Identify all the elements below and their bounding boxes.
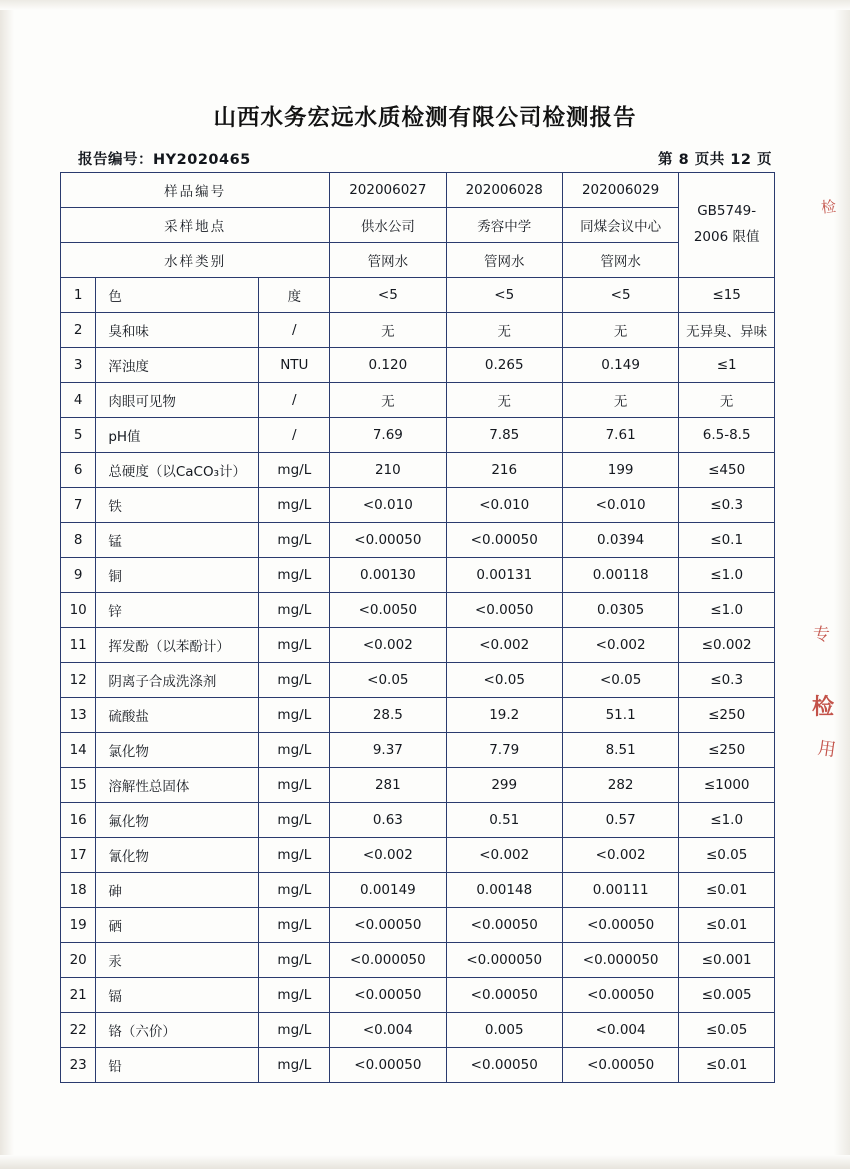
table-row	[61, 733, 775, 768]
row-value-sample-3: 0.0394	[562, 523, 678, 558]
row-unit: mg/L	[259, 558, 330, 593]
table-header-row-sample-id	[61, 173, 775, 208]
water-type-2: 管网水	[446, 243, 562, 278]
row-standard-limit: 无	[679, 383, 775, 418]
row-unit: /	[259, 313, 330, 348]
row-value-sample-3: 0.00118	[562, 558, 678, 593]
header-label-sample-id: 样品编号	[61, 173, 330, 208]
location-2: 秀容中学	[446, 208, 562, 243]
row-index: 3	[61, 348, 96, 383]
row-value-sample-1: 210	[330, 453, 446, 488]
row-value-sample-2: 216	[446, 453, 562, 488]
row-index: 5	[61, 418, 96, 453]
row-standard-limit: ≤0.01	[679, 1048, 775, 1083]
row-item-name: 氯化物	[96, 733, 259, 768]
row-index: 15	[61, 768, 96, 803]
row-value-sample-1: <0.000050	[330, 943, 446, 978]
table-row	[61, 803, 775, 838]
row-index: 10	[61, 593, 96, 628]
table-row	[61, 1013, 775, 1048]
row-index: 7	[61, 488, 96, 523]
table-row	[61, 383, 775, 418]
row-standard-limit: ≤0.005	[679, 978, 775, 1013]
row-value-sample-1: <0.002	[330, 838, 446, 873]
row-unit: mg/L	[259, 628, 330, 663]
row-item-name: pH值	[96, 418, 259, 453]
scan-edge-top	[0, 0, 850, 10]
row-index: 18	[61, 873, 96, 908]
row-unit: mg/L	[259, 663, 330, 698]
scan-edge-bottom	[0, 1155, 850, 1169]
table-row	[61, 593, 775, 628]
row-standard-limit: 6.5-8.5	[679, 418, 775, 453]
table-row	[61, 873, 775, 908]
row-value-sample-3: 199	[562, 453, 678, 488]
row-value-sample-3: 51.1	[562, 698, 678, 733]
row-value-sample-3: 0.00111	[562, 873, 678, 908]
row-value-sample-2: <0.0050	[446, 593, 562, 628]
table-row	[61, 978, 775, 1013]
row-unit: mg/L	[259, 978, 330, 1013]
row-item-name: 硫酸盐	[96, 698, 259, 733]
row-value-sample-2: 无	[446, 313, 562, 348]
row-value-sample-3: <0.00050	[562, 978, 678, 1013]
row-value-sample-3: <0.002	[562, 628, 678, 663]
row-standard-limit: ≤250	[679, 698, 775, 733]
row-value-sample-2: 299	[446, 768, 562, 803]
standard-line-1: GB5749-	[697, 203, 757, 220]
row-unit: mg/L	[259, 523, 330, 558]
row-value-sample-1: 0.63	[330, 803, 446, 838]
row-item-name: 锰	[96, 523, 259, 558]
table-header-row-location	[61, 208, 775, 243]
row-value-sample-1: 28.5	[330, 698, 446, 733]
row-item-name: 氰化物	[96, 838, 259, 873]
row-value-sample-2: 0.00148	[446, 873, 562, 908]
row-value-sample-3: <0.004	[562, 1013, 678, 1048]
row-value-sample-1: 0.00130	[330, 558, 446, 593]
standard-line-2: 2006 限值	[693, 229, 760, 245]
row-index: 2	[61, 313, 96, 348]
row-value-sample-3: <0.002	[562, 838, 678, 873]
row-index: 12	[61, 663, 96, 698]
row-standard-limit: ≤0.002	[679, 628, 775, 663]
row-value-sample-2: <0.002	[446, 628, 562, 663]
row-value-sample-2: 0.005	[446, 1013, 562, 1048]
row-index: 19	[61, 908, 96, 943]
row-value-sample-1: <0.0050	[330, 593, 446, 628]
row-value-sample-3: <0.00050	[562, 908, 678, 943]
row-standard-limit: ≤450	[679, 453, 775, 488]
row-value-sample-3: <5	[562, 278, 678, 313]
table-row	[61, 943, 775, 978]
row-unit: mg/L	[259, 453, 330, 488]
row-standard-limit: ≤250	[679, 733, 775, 768]
table-row	[61, 348, 775, 383]
row-standard-limit: ≤0.01	[679, 873, 775, 908]
row-value-sample-2: <0.00050	[446, 908, 562, 943]
row-value-sample-2: 0.265	[446, 348, 562, 383]
row-item-name: 铬（六价）	[96, 1013, 259, 1048]
row-item-name: 溶解性总固体	[96, 768, 259, 803]
stamp-fragment-1: 检	[820, 197, 837, 217]
scan-edge-right	[834, 0, 850, 1169]
table-header-row-water-type	[61, 243, 775, 278]
table-row	[61, 313, 775, 348]
header-label-water-type: 水样类别	[61, 243, 330, 278]
table-row	[61, 418, 775, 453]
row-index: 6	[61, 453, 96, 488]
row-value-sample-2: 7.85	[446, 418, 562, 453]
row-standard-limit: ≤1.0	[679, 803, 775, 838]
row-unit: mg/L	[259, 768, 330, 803]
stamp-fragment-4: 用	[816, 737, 838, 762]
row-value-sample-1: <0.00050	[330, 908, 446, 943]
sample-id-2: 202006028	[446, 173, 562, 208]
row-item-name: 总硬度（以CaCO₃计）	[96, 453, 259, 488]
row-value-sample-2: <0.00050	[446, 523, 562, 558]
row-value-sample-3: 无	[562, 383, 678, 418]
row-index: 13	[61, 698, 96, 733]
row-standard-limit: 无异臭、异味	[679, 313, 775, 348]
row-item-name: 臭和味	[96, 313, 259, 348]
row-value-sample-2: <0.000050	[446, 943, 562, 978]
row-item-name: 铜	[96, 558, 259, 593]
row-unit: mg/L	[259, 1048, 330, 1083]
table-row	[61, 1048, 775, 1083]
row-value-sample-3: 0.57	[562, 803, 678, 838]
row-index: 14	[61, 733, 96, 768]
row-standard-limit: ≤15	[679, 278, 775, 313]
row-unit: /	[259, 418, 330, 453]
table-row	[61, 488, 775, 523]
row-unit: mg/L	[259, 593, 330, 628]
row-unit: /	[259, 383, 330, 418]
table-row	[61, 908, 775, 943]
row-item-name: 氟化物	[96, 803, 259, 838]
table-row	[61, 663, 775, 698]
row-item-name: 铁	[96, 488, 259, 523]
table-row	[61, 768, 775, 803]
row-value-sample-3: <0.05	[562, 663, 678, 698]
row-value-sample-1: <0.010	[330, 488, 446, 523]
row-item-name: 硒	[96, 908, 259, 943]
row-unit: mg/L	[259, 838, 330, 873]
row-item-name: 肉眼可见物	[96, 383, 259, 418]
row-value-sample-1: <5	[330, 278, 446, 313]
row-standard-limit: ≤1	[679, 348, 775, 383]
row-value-sample-1: 7.69	[330, 418, 446, 453]
row-unit: mg/L	[259, 1013, 330, 1048]
row-value-sample-2: <0.00050	[446, 978, 562, 1013]
page-title: 山西水务宏远水质检测有限公司检测报告	[213, 105, 637, 131]
table-row	[61, 523, 775, 558]
row-item-name: 浑浊度	[96, 348, 259, 383]
row-value-sample-2: <5	[446, 278, 562, 313]
row-standard-limit: ≤0.001	[679, 943, 775, 978]
report-number: 报告编号：HY2020465	[78, 152, 251, 168]
row-value-sample-2: <0.010	[446, 488, 562, 523]
row-value-sample-1: <0.00050	[330, 978, 446, 1013]
row-value-sample-3: <0.000050	[562, 943, 678, 978]
row-value-sample-1: 281	[330, 768, 446, 803]
row-standard-limit: ≤0.3	[679, 663, 775, 698]
stamp-fragment-3: 检	[811, 694, 834, 720]
row-value-sample-1: <0.00050	[330, 1048, 446, 1083]
row-unit: mg/L	[259, 488, 330, 523]
stamp-fragment-2: 专	[813, 625, 830, 645]
row-value-sample-3: 7.61	[562, 418, 678, 453]
row-index: 1	[61, 278, 96, 313]
row-value-sample-1: <0.00050	[330, 523, 446, 558]
row-value-sample-3: 282	[562, 768, 678, 803]
row-value-sample-1: 0.00149	[330, 873, 446, 908]
row-value-sample-1: 0.120	[330, 348, 446, 383]
row-value-sample-2: 0.51	[446, 803, 562, 838]
row-value-sample-2: 7.79	[446, 733, 562, 768]
row-value-sample-2: <0.002	[446, 838, 562, 873]
row-value-sample-3: <0.010	[562, 488, 678, 523]
row-unit: mg/L	[259, 873, 330, 908]
row-value-sample-3: 0.149	[562, 348, 678, 383]
table-body	[61, 278, 775, 1083]
scan-edge-left	[0, 0, 14, 1169]
row-value-sample-2: <0.00050	[446, 1048, 562, 1083]
row-value-sample-1: <0.004	[330, 1013, 446, 1048]
table-row	[61, 698, 775, 733]
row-unit: NTU	[259, 348, 330, 383]
row-value-sample-1: <0.002	[330, 628, 446, 663]
row-standard-limit: ≤0.01	[679, 908, 775, 943]
row-item-name: 砷	[96, 873, 259, 908]
row-index: 4	[61, 383, 96, 418]
row-value-sample-1: <0.05	[330, 663, 446, 698]
row-value-sample-1: 无	[330, 383, 446, 418]
row-unit: mg/L	[259, 733, 330, 768]
row-item-name: 阴离子合成洗涤剂	[96, 663, 259, 698]
row-standard-limit: ≤0.05	[679, 838, 775, 873]
row-standard-limit: ≤1000	[679, 768, 775, 803]
row-index: 20	[61, 943, 96, 978]
row-value-sample-3: 无	[562, 313, 678, 348]
row-standard-limit: ≤0.05	[679, 1013, 775, 1048]
water-type-3: 管网水	[562, 243, 678, 278]
row-index: 9	[61, 558, 96, 593]
row-value-sample-3: 0.0305	[562, 593, 678, 628]
row-index: 22	[61, 1013, 96, 1048]
row-standard-limit: ≤1.0	[679, 593, 775, 628]
row-unit: mg/L	[259, 698, 330, 733]
row-standard-limit: ≤0.3	[679, 488, 775, 523]
row-unit: 度	[259, 278, 330, 313]
standard-limit-header	[679, 173, 775, 278]
row-item-name: 挥发酚（以苯酚计）	[96, 628, 259, 663]
row-standard-limit: ≤1.0	[679, 558, 775, 593]
row-index: 23	[61, 1048, 96, 1083]
row-item-name: 汞	[96, 943, 259, 978]
row-index: 21	[61, 978, 96, 1013]
header-label-location: 采样地点	[61, 208, 330, 243]
row-value-sample-2: 19.2	[446, 698, 562, 733]
row-value-sample-1: 无	[330, 313, 446, 348]
row-index: 11	[61, 628, 96, 663]
row-unit: mg/L	[259, 943, 330, 978]
row-value-sample-2: 无	[446, 383, 562, 418]
row-value-sample-2: <0.05	[446, 663, 562, 698]
water-quality-table	[60, 172, 775, 1083]
row-value-sample-3: <0.00050	[562, 1048, 678, 1083]
sample-id-1: 202006027	[330, 173, 446, 208]
row-item-name: 色	[96, 278, 259, 313]
row-index: 17	[61, 838, 96, 873]
row-value-sample-1: 9.37	[330, 733, 446, 768]
row-item-name: 镉	[96, 978, 259, 1013]
row-value-sample-3: 8.51	[562, 733, 678, 768]
water-type-1: 管网水	[330, 243, 446, 278]
page-number: 第 8 页共 12 页	[658, 152, 772, 168]
table-row	[61, 453, 775, 488]
table-row	[61, 278, 775, 313]
sample-id-3: 202006029	[562, 173, 678, 208]
row-item-name: 铅	[96, 1048, 259, 1083]
row-item-name: 锌	[96, 593, 259, 628]
row-index: 8	[61, 523, 96, 558]
location-3: 同煤会议中心	[562, 208, 678, 243]
location-1: 供水公司	[330, 208, 446, 243]
row-index: 16	[61, 803, 96, 838]
row-unit: mg/L	[259, 908, 330, 943]
table-row	[61, 838, 775, 873]
row-value-sample-2: 0.00131	[446, 558, 562, 593]
table-row	[61, 558, 775, 593]
row-standard-limit: ≤0.1	[679, 523, 775, 558]
table-row	[61, 628, 775, 663]
row-unit: mg/L	[259, 803, 330, 838]
